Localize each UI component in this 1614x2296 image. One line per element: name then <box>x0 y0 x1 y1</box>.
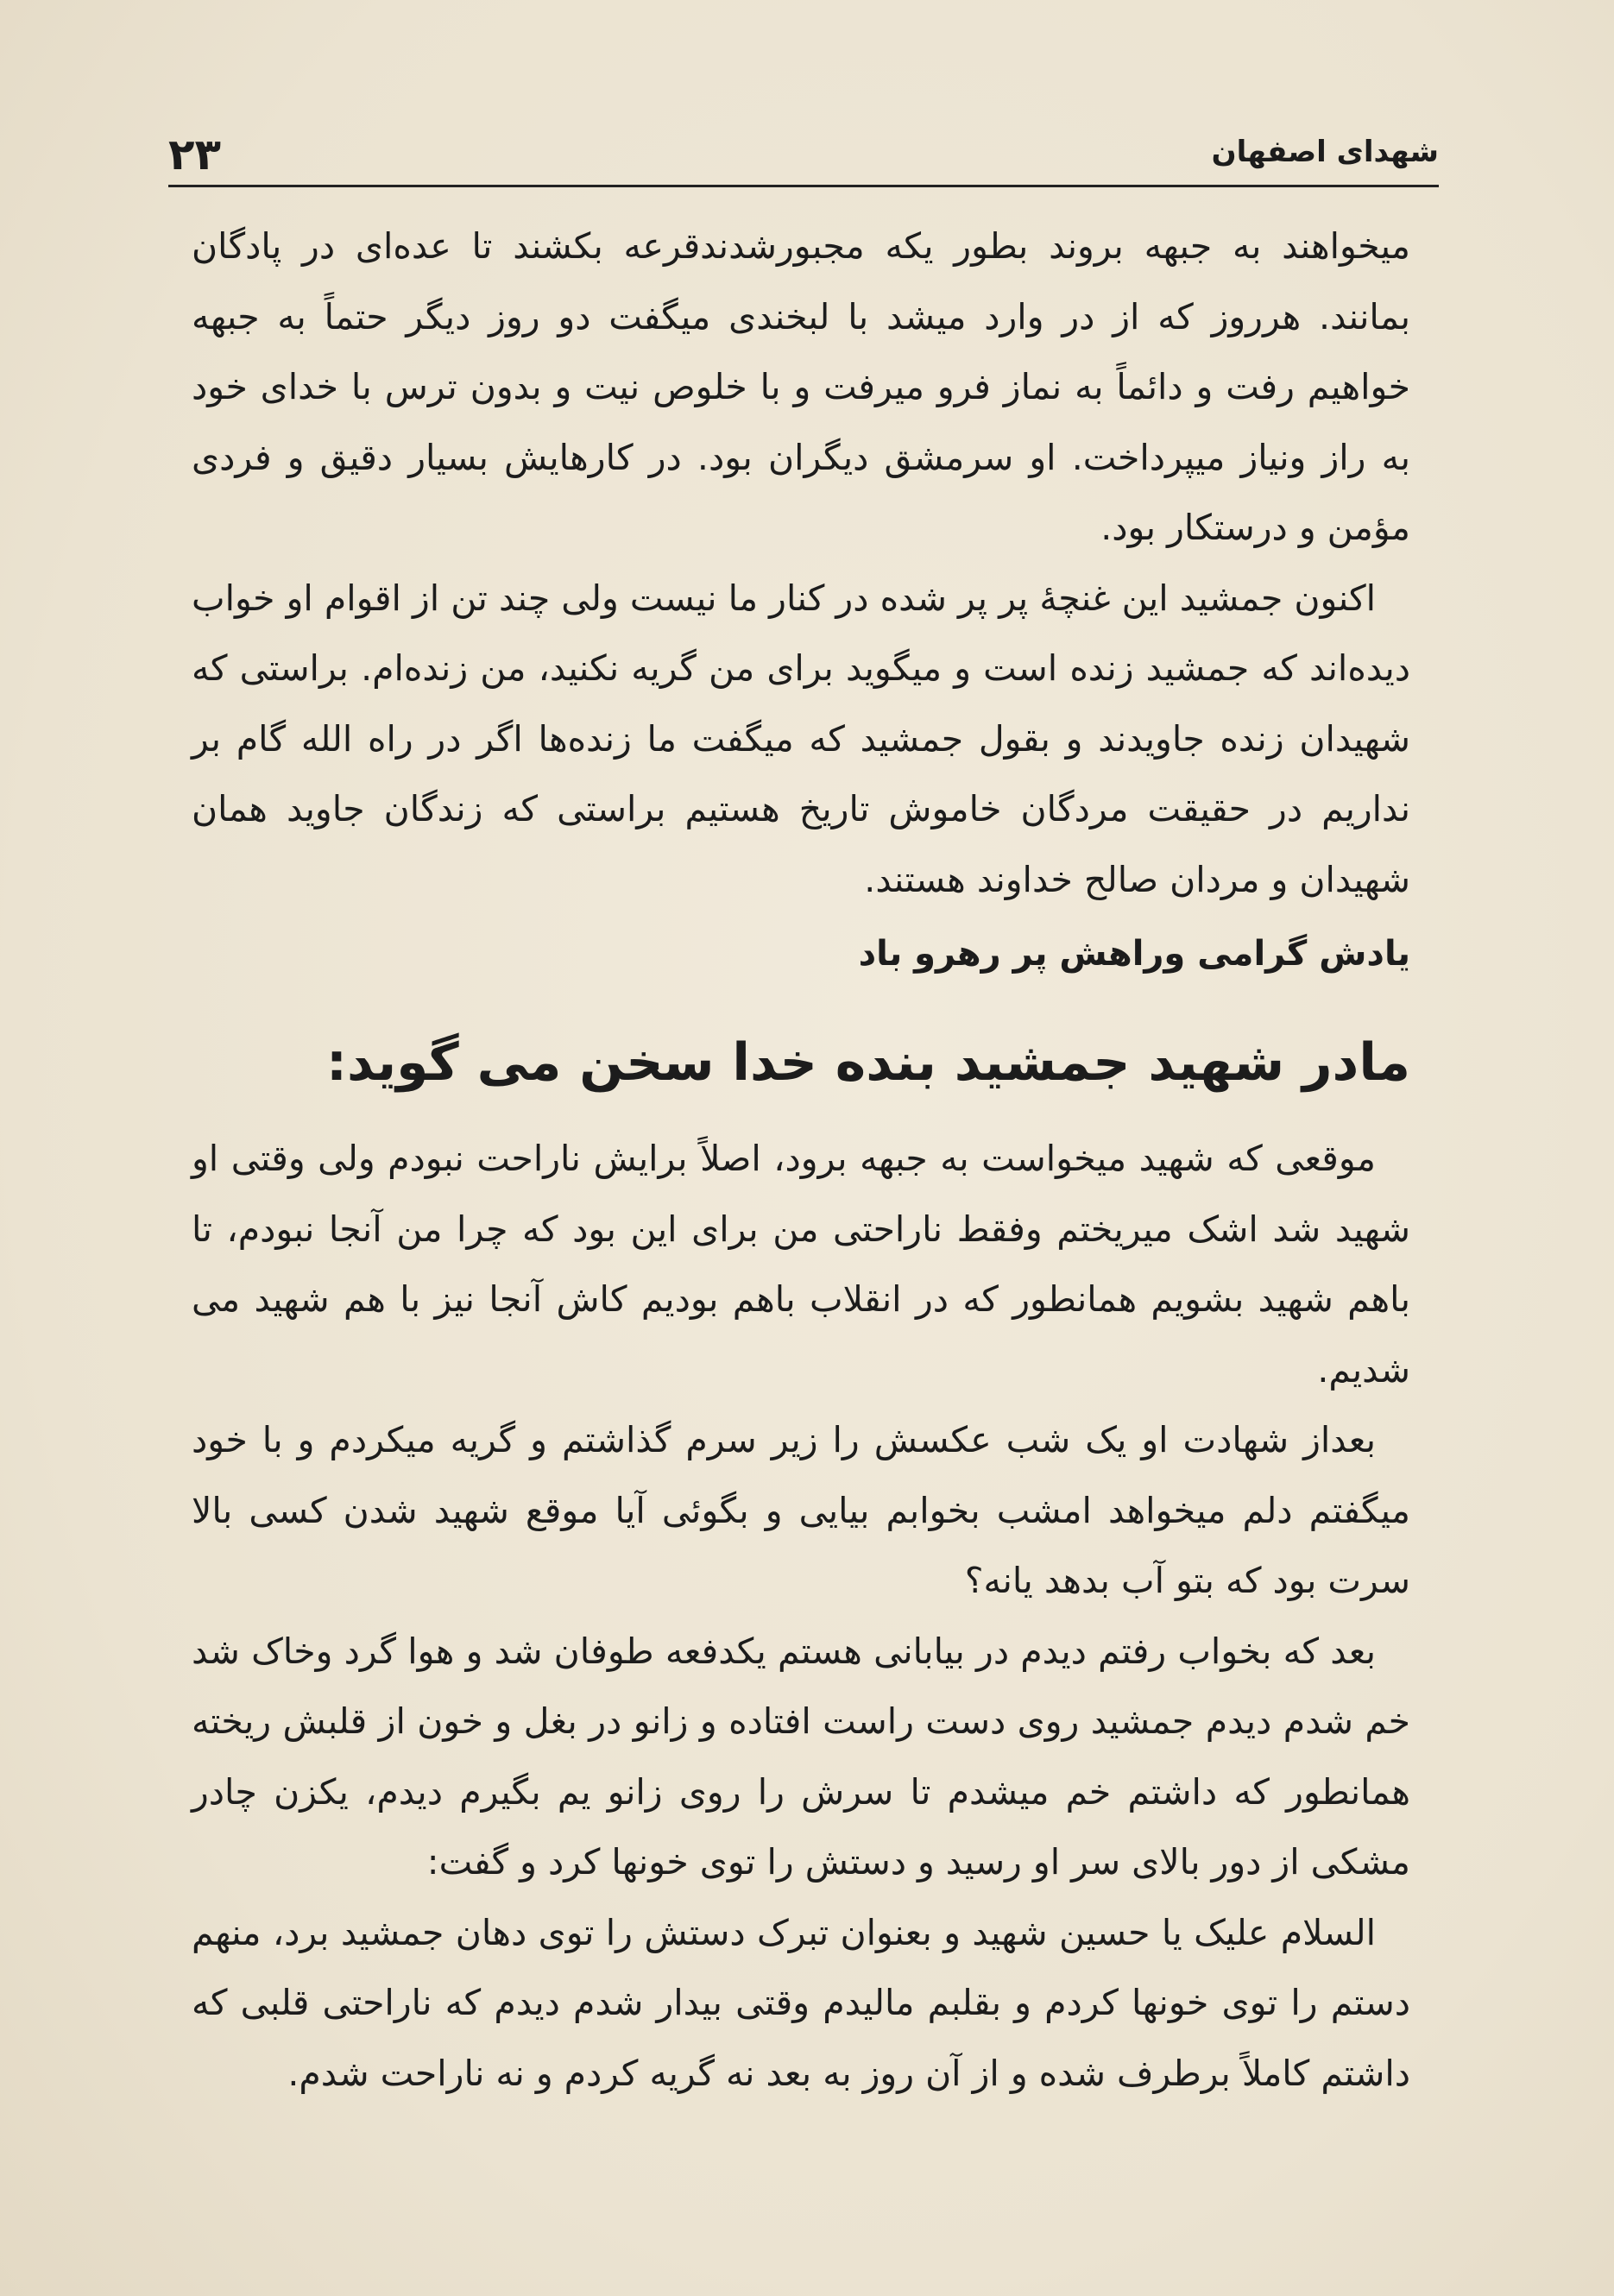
section-paragraph-2: بعداز شهادت او یک شب عکسش را زیر سرم گذاشتم و گریه میکردم و با خود میگفتم دلم میخواهد امشب بخوابم بیایی و بگوئی آیا موقع شهید شدن کسی بالا سرت بود که بتو آب بدهد یانه؟ <box>192 1419 1410 1601</box>
running-header <box>168 129 1439 185</box>
intro-paragraph-2: اکنون جمشید این غنچهٔ پر پر شده در کنار ما نیست ولی چند تن از اقوام او خواب دیده‌اند که جمشید زنده است و میگوید برای من گریه نکنید، من زنده‌ام. براستی که شهیدان زنده جاویدند و بقول جمشید که میگفت ما زنده‌ها اگر در راه الله گام بر نداریم در حقیقت مردگان خاموش تاریخ هستیم براستی که زندگان جاوید همان شهیدان و مردان صالح خداوند هستند. <box>192 577 1410 900</box>
header-rule <box>168 185 1439 187</box>
intro-paragraph-1: میخواهند به جبهه بروند بطور یکه مجبورشدندقرعه بکشند تا عده‌ای در پادگان بمانند. هرروز که از در وارد میشد با لبخندی میگفت دو روز دیگر حتماً به جبهه خواهیم رفت و دائماً به نماز فرو میرفت و با خلوص نیت و بدون ترس با خدای خود به راز ونیاز میپرداخت. او سرمشق دیگران بود. در کارهایش بسیار دقیق و فردی مؤمن و درستکار بود. <box>192 225 1410 548</box>
section-paragraph-3: بعد که بخواب رفتم دیدم در بیابانی هستم یکدفعه طوفان شد و هوا گرد وخاک شد خم شدم دیدم جمشید روی دست راست افتاده و زانو در بغل و خون از قلبش ریخته همانطور که داشتم خم میشدم تا سرش را روی زانو یم بگیرم دیدم، یکزن چادر مشکی از دور بالای سر او رسید و دستش را توی خونها کرد و گفت: <box>192 1630 1410 1883</box>
header-title: شهدای اصفهان <box>1211 135 1439 169</box>
body-text <box>192 211 1410 2109</box>
section-paragraph-4: السلام علیک یا حسین شهید و بعنوان تبرک دستش را توی دهان جمشید برد، منهم دستم را توی خونها کردم و بقلبم مالیدم وقتی بیدار شدم دیدم که ناراحتی قلبی که داشتم کاملاً برطرف شده و از آن روز به بعد نه گریه کردم و نه ناراحت شدم. <box>192 1911 1410 2094</box>
section-heading: مادر شهید جمشید بنده خدا سخن می گوید: <box>325 1032 1410 1093</box>
page-number: ۲۳ <box>168 129 222 180</box>
section-paragraph-1: موقعی که شهید میخواست به جبهه برود، اصلاً برایش ناراحت نبودم ولی وقتی او شهید شد اشک میریختم وفقط ناراحتی من برای این بود که چرا من آنجا نبودم، تا باهم شهید بشویم همانطور که در انقلاب باهم بودیم کاش آنجا نیز با هم شهید می شدیم. <box>192 1138 1410 1391</box>
closing-line: یادش گرامی وراهش پر رهرو باد <box>858 934 1410 974</box>
